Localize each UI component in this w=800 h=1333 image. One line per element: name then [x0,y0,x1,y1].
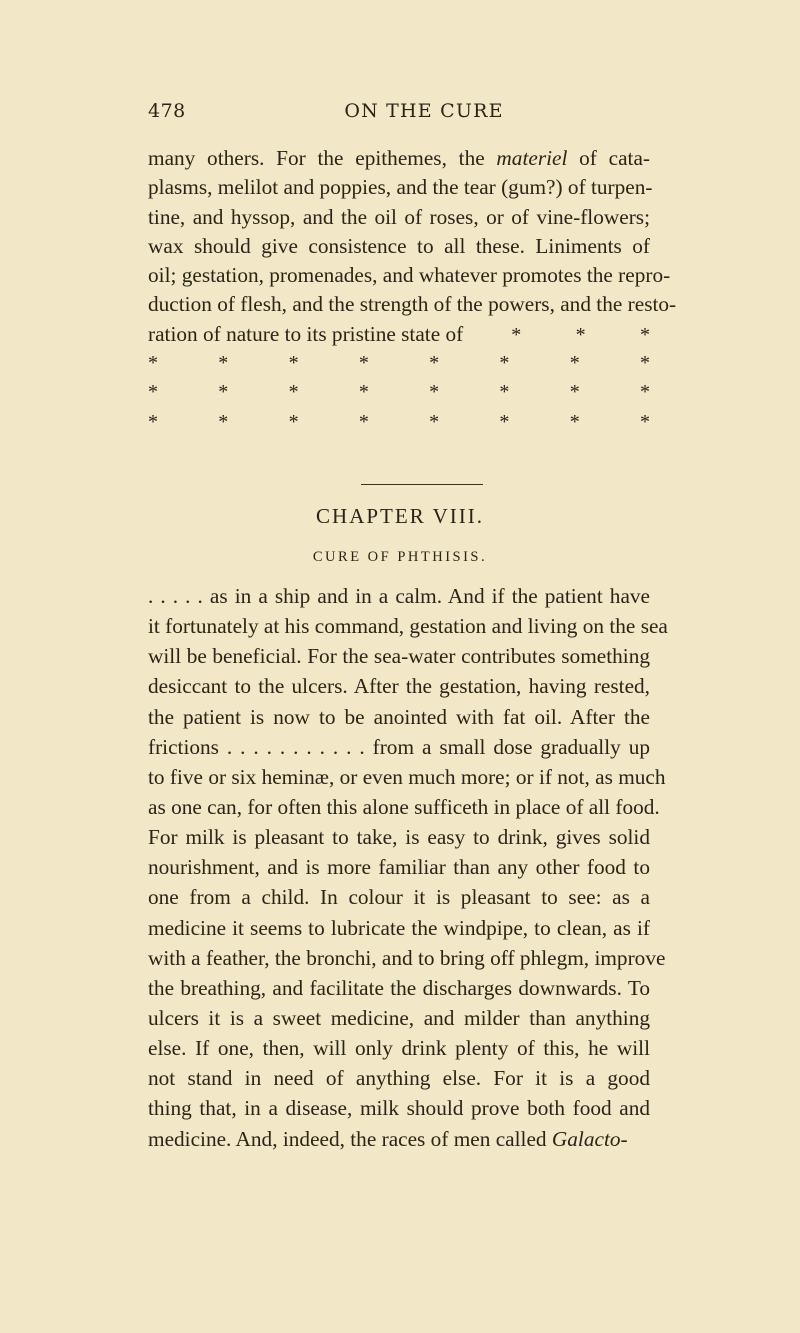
text-span: ration of nature to its pristine state of [148,321,464,346]
chapter-subtitle: CURE OF PHTHISIS. [312,549,488,565]
text-line: medicine it seems to lubricate the windpipe, to clean, as if [148,915,650,940]
asterisk: * [358,352,369,375]
italic-word: materiel [496,146,568,170]
opening-paragraph [148,144,677,437]
text-line: with a feather, the bronchi, and to bring off phlegm, improve [148,945,666,970]
asterism-row [148,378,650,407]
asterisk: * [288,381,299,404]
text-line: else. If one, then, will only drink plenty of this, he will [148,1036,650,1061]
asterisk: * [569,352,580,375]
asterism-row [148,408,650,437]
text-line: frictions . . . . . . . . . . . from a small dose gradually up [148,734,650,759]
text-line: plasms, melilot and poppies, and the tear (gum?) of turpen- [148,175,653,200]
text-span: of cata- [567,146,650,170]
asterisk: * [569,381,580,404]
text-line: not stand in need of anything else. For it is a good [148,1066,650,1091]
text-line: wax should give consistence to all these. Liniments of [148,233,650,258]
text-line: oil; gestation, promenades, and whatever promotes the repro- [148,263,671,288]
text-line: desiccant to the ulcers. After the gestation, having rested, [148,674,650,699]
asterisk: * [288,352,299,375]
text-line: as one can, for often this alone sufficeth in place of all food. [148,794,660,819]
text-line: tine, and hyssop, and the oil of roses, or of vine-flowers; [148,204,650,229]
page-header [148,100,652,128]
text-line: one from a child. In colour it is pleasant to see: as a [148,885,650,910]
asterisk: * [639,323,650,346]
asterisk: * [639,352,650,375]
text-line: will be beneficial. For the sea-water contributes something [148,644,650,669]
asterisk: * [499,410,510,433]
asterisk: * [218,381,229,404]
asterisk: * [218,352,229,375]
text-line: to five or six heminæ, or even much more; or if not, as much [148,764,666,789]
text-line: nourishment, and is more familiar than any other food to [148,855,650,880]
running-head: ON THE CURE [344,100,504,122]
asterisk: * [639,381,650,404]
asterisk: * [429,381,440,404]
text-line: it fortunately at his command, gestation and living on the sea [148,614,668,639]
asterisk: * [499,352,510,375]
asterism-row [148,349,650,378]
asterisk: * [429,352,440,375]
asterisk: * [575,323,586,346]
text-line: ulcers it is a sweet medicine, and milder than anything [148,1005,650,1030]
asterisk: * [218,410,229,433]
text-line [148,144,650,173]
text-line: thing that, in a disease, milk should prove both food and [148,1096,650,1121]
asterisk: * [148,352,158,375]
asterisk: * [148,410,158,433]
text-line: For milk is pleasant to take, is easy to drink, gives solid [148,825,650,850]
text-line: the patient is now to be anointed with fat oil. After the [148,704,650,729]
asterisk: * [639,410,650,433]
text-line: . . . . . as in a ship and in a calm. And if the patient have [148,584,650,608]
text-line [148,1124,650,1154]
asterisk: * [429,410,440,433]
text-line: the breathing, and facilitate the discharges downwards. To [148,975,650,1000]
page-number: 478 [148,100,186,122]
asterisk: * [499,381,510,404]
asterisk: * [511,323,522,346]
text-line [148,320,650,349]
italic-word: Galacto- [551,1126,628,1151]
asterisk: * [358,381,369,404]
text-line: duction of flesh, and the strength of the powers, and the resto- [148,292,677,317]
asterisk: * [148,381,158,404]
text-span: many others. For the epithemes, the [148,146,497,170]
asterism-row [463,321,650,350]
asterisk: * [569,410,580,433]
asterisk: * [288,410,299,433]
text-span: medicine. And, indeed, the races of men called [148,1126,552,1151]
body-paragraph [148,581,668,1154]
chapter-title: CHAPTER VIII. [316,504,484,528]
section-rule [361,484,483,485]
asterisk: * [358,410,369,433]
